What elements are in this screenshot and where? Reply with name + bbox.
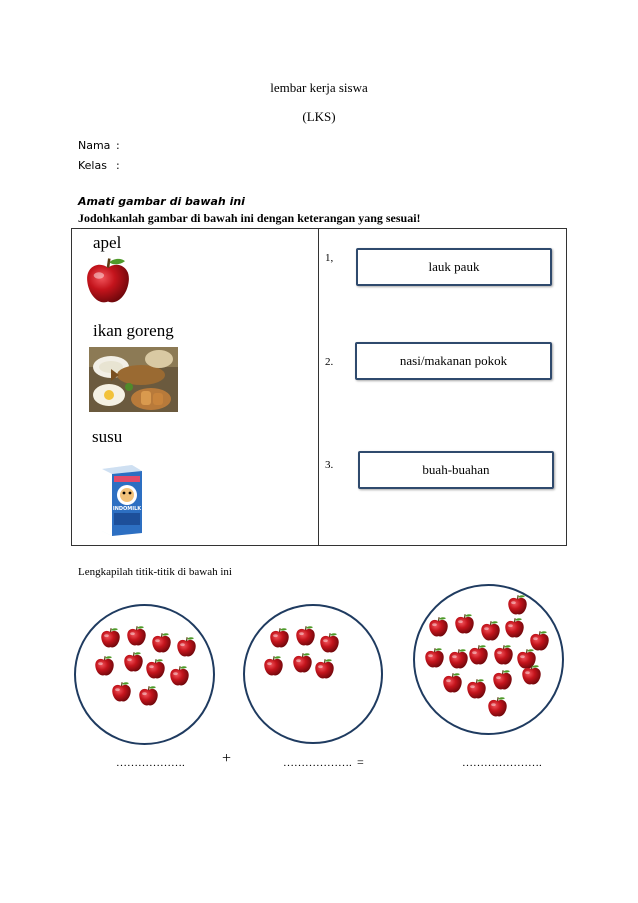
answer-text-1: lauk pauk [428, 259, 480, 274]
apple-icon [503, 617, 526, 640]
worksheet-title: lembar kerja siswa [270, 80, 368, 95]
fried-fish-meal-icon [89, 347, 178, 412]
apple-icon [491, 669, 514, 692]
apple-icon [313, 658, 336, 681]
name-label: Nama [78, 139, 111, 152]
apple-icon [453, 613, 476, 636]
apple-icon [506, 594, 529, 617]
answer-number-1: 1, [325, 252, 334, 264]
answer-box-lauk-pauk[interactable] [356, 248, 552, 286]
name-colon: : [116, 139, 120, 152]
apple-icon [262, 655, 285, 678]
apple-icon [465, 678, 488, 701]
apple-icon [441, 672, 464, 695]
answer-box-buah[interactable] [358, 451, 554, 489]
answer-number-3: 3. [325, 459, 334, 471]
match-instruction: Jodohkanlah gambar di bawah ini dengan keterangan yang sesuai! [78, 211, 421, 225]
apple-icon [175, 636, 198, 659]
apple-icon [318, 632, 341, 655]
answer-box-nasi[interactable] [355, 342, 552, 380]
apple-icon [467, 644, 490, 667]
answer-number-2: 2. [325, 356, 334, 368]
observe-instruction: Amati gambar di bawah ini [78, 195, 245, 208]
apple-icon [486, 696, 509, 719]
apple-icon [492, 644, 515, 667]
milk-carton-icon [98, 461, 145, 537]
equals-sign: = [357, 755, 364, 769]
apple-icon [291, 652, 314, 675]
apple-icon [294, 625, 317, 648]
apple-icon [150, 632, 173, 655]
food-label-susu: susu [92, 427, 123, 446]
plus-sign: + [222, 750, 232, 767]
apple-icon [479, 620, 502, 643]
apple-icon [520, 664, 543, 687]
food-label-apel: apel [93, 233, 122, 252]
blank-total-count[interactable]: …………………. [462, 757, 542, 769]
apple-icon [137, 685, 160, 708]
apple-icon [82, 254, 134, 310]
worksheet-subtitle: (LKS) [302, 109, 336, 124]
answer-text-3: buah-buahan [422, 462, 490, 477]
class-colon: : [116, 159, 120, 172]
counting-instruction: Lengkapilah titik-titik di bawah ini [78, 566, 232, 578]
blank-first-count[interactable]: ………………. [116, 757, 185, 769]
apple-icon [125, 625, 148, 648]
apple-icon [268, 627, 291, 650]
answer-text-2: nasi/makanan pokok [399, 353, 508, 368]
apple-icon [110, 681, 133, 704]
apple-icon [427, 616, 450, 639]
apple-icon [423, 647, 446, 670]
table-divider [318, 228, 319, 546]
blank-second-count[interactable]: ………………. [283, 757, 352, 769]
food-label-ikan-goreng: ikan goreng [93, 321, 174, 340]
apple-icon [99, 627, 122, 650]
carton-brand-text: INDOMILK [112, 506, 142, 512]
apple-icon [122, 651, 145, 674]
apple-icon [168, 665, 191, 688]
apple-icon [93, 655, 116, 678]
apple-icon [144, 658, 167, 681]
class-label: Kelas [78, 159, 107, 172]
